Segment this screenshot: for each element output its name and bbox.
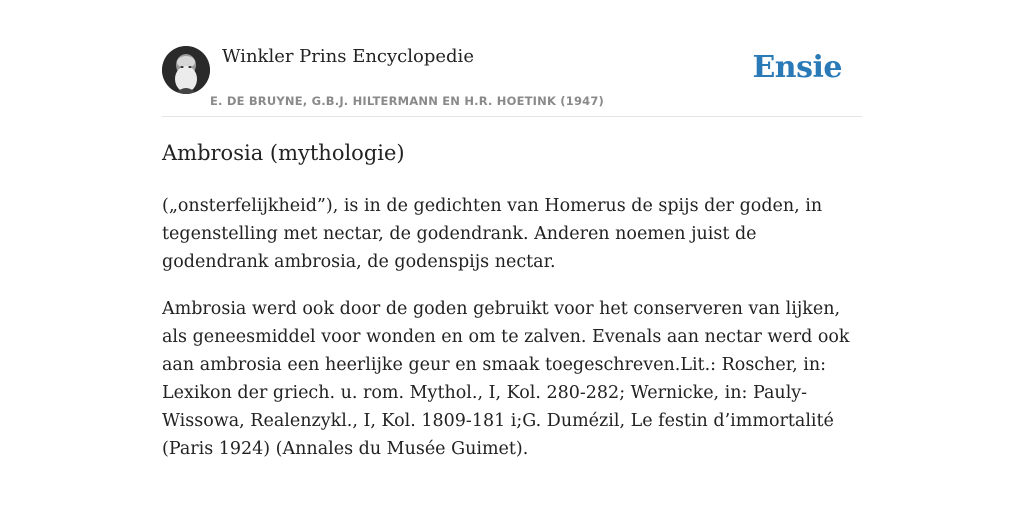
ensie-logo[interactable]: Ensie: [752, 50, 842, 85]
article-paragraph-2: Ambrosia werd ook door de goden gebruikt voor het conserveren van lijken, als geneesmiddel voor wonden en om te zalven. Evenals aan nectar werd ook aan ambrosia een heerlijke geur en smaak toegeschreven.Lit.: Roscher, in: Lexikon der griech. u. rom. Mythol., I, Kol. 280-282; Wernicke, in: Pauly-Wissowa, Realenzykl., I, Kol. 1809-181 i;G. Dumézil, Le festin d’immortalité (Paris 1924) (Annales du Musée Guimet).: [162, 299, 850, 459]
article-paragraph-1: („onsterfelijkheid”), is in de gedichten van Homerus de spijs der goden, in tegenstelling met nectar, de godendrank. Anderen noemen juist de godendrank ambrosia, de godenspijs nectar.: [162, 196, 823, 272]
book-title[interactable]: Winkler Prins Encyclopedie: [222, 46, 474, 67]
portrait-avatar-icon[interactable]: [162, 46, 210, 94]
book-header: [162, 44, 862, 117]
book-authors: E. DE BRUYNE, G.B.J. HILTERMANN EN H.R. HOETINK (1947): [210, 94, 605, 108]
article-title: Ambrosia (mythologie): [162, 141, 405, 165]
